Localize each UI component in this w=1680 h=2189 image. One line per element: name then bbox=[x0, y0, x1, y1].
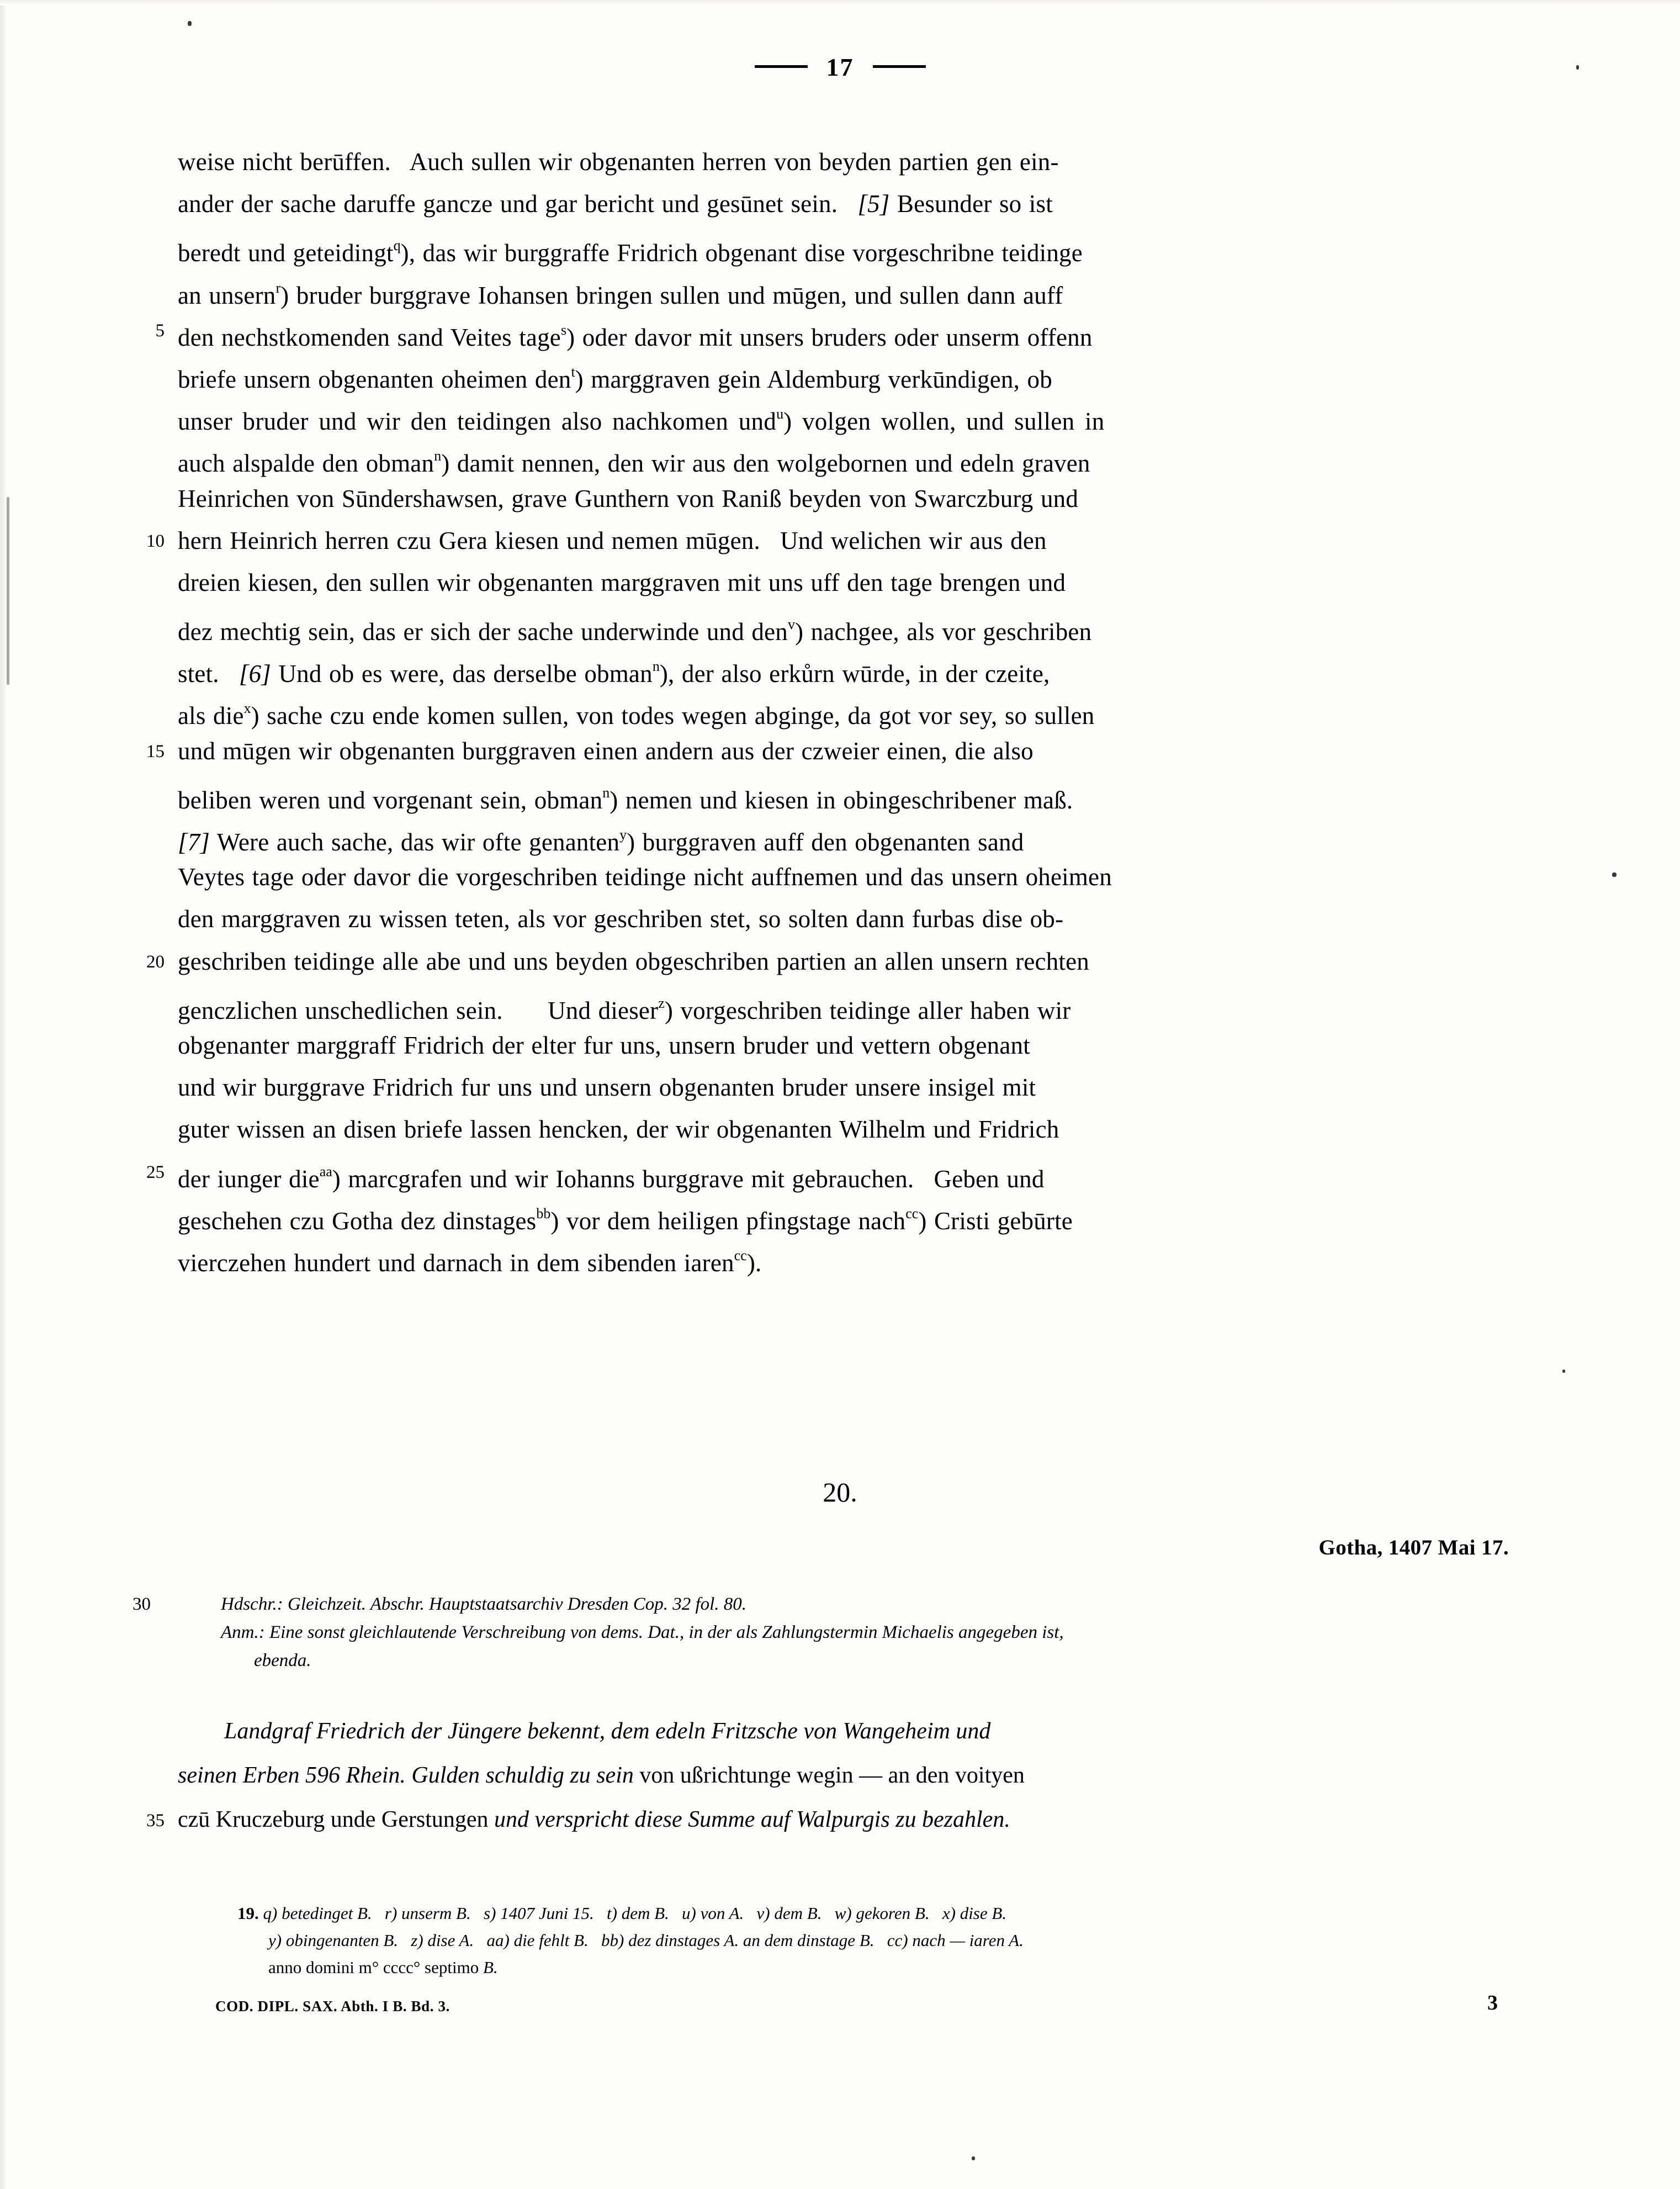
footnote-marker: bb bbox=[536, 1205, 551, 1222]
apparatus-line bbox=[237, 1927, 1507, 1954]
apparatus-text: fehlt bbox=[539, 1931, 570, 1950]
apparatus-text: dise A. bbox=[423, 1931, 487, 1950]
running-head bbox=[0, 52, 1680, 82]
apparatus-marker: r) bbox=[384, 1904, 398, 1923]
line-number: 35 bbox=[146, 1811, 165, 1831]
apparatus-marker: y) bbox=[268, 1931, 282, 1950]
charter-line-text: vierczehen hundert und darnach in dem sibenden iaren$^{cc}$). bbox=[178, 1247, 762, 1277]
apparatus-marker: s) bbox=[484, 1904, 496, 1923]
scan-top-edge bbox=[0, 0, 1680, 6]
charter-line-text: unser bruder und wir den teidingen also nachkomen und$^u$) volgen wollen, und sullen in bbox=[178, 406, 1105, 436]
source-notes bbox=[133, 1590, 1507, 1675]
apparatus-text: B. bbox=[483, 1958, 498, 1977]
charter-line bbox=[146, 940, 1505, 982]
footnote-marker: y bbox=[619, 827, 627, 843]
charter-line bbox=[178, 225, 1505, 267]
charter-line bbox=[178, 1024, 1505, 1066]
charter-line bbox=[146, 730, 1505, 772]
charter-line bbox=[178, 141, 1505, 183]
regest-segment: von ußrichtunge wegin — an den voityen bbox=[639, 1763, 1025, 1788]
apparatus-marker: q) bbox=[263, 1904, 278, 1923]
charter-line bbox=[178, 478, 1505, 520]
charter-line bbox=[178, 562, 1505, 604]
footnote-marker: r bbox=[275, 279, 281, 296]
charter-line bbox=[155, 309, 1505, 351]
charter-line-text: als die$^x$) sache czu ende komen sullen, von todes wegen abginge, da got vor sey, so sullen bbox=[178, 700, 1095, 730]
footnote-marker: u bbox=[776, 406, 784, 422]
charter-line-text: dez mechtig sein, das er sich der sache underwinde und den$^v$) nachgee, als vor geschriben bbox=[178, 616, 1092, 646]
charter-line-text: beredt und geteidingt$^q$), das wir burggraffe Fridrich obgenant dise vorgeschribne teidinge bbox=[178, 237, 1083, 267]
apparatus-marker: cc) bbox=[887, 1931, 908, 1950]
scan-left-edge bbox=[0, 0, 8, 2189]
regest-segment: und verspricht diese Summe auf Walpurgis zu bezahlen. bbox=[494, 1807, 1010, 1832]
charter-line-text: beliben weren und vorgenant sein, obman$^n$) nemen und kiesen in obingeschribener maß. bbox=[178, 784, 1073, 814]
remark-note-continued: ebenda. bbox=[254, 1651, 311, 1670]
manuscript-note bbox=[221, 1590, 1507, 1619]
remark-text: Eine sonst gleichlautende Verschreibung von dems. Dat., in der als Zahlungstermin Michaelis angegeben ist, bbox=[269, 1622, 1064, 1642]
charter-line-text: hern Heinrich herren czu Gera kiesen und nemen mūgen. Und welichen wir aus den bbox=[178, 526, 1047, 554]
apparatus-line bbox=[237, 1900, 1507, 1927]
apparatus-marker: x) bbox=[942, 1904, 956, 1923]
charter-line-text: und wir burggrave Fridrich fur uns und unsern obgenanten bruder unsere insigel mit bbox=[178, 1074, 1036, 1102]
apparatus-marker: u) bbox=[682, 1904, 696, 1923]
footnote-marker: cc bbox=[905, 1205, 919, 1222]
line-number: 15 bbox=[146, 741, 165, 762]
charter-line-text: den marggraven zu wissen teten, als vor geschriben stet, so solten dann furbas dise ob- bbox=[178, 905, 1064, 933]
charter-line bbox=[146, 1151, 1505, 1193]
manuscript-text: Gleichzeit. Abschr. Hauptstaatsarchiv Dresden Cop. 32 fol. 80. bbox=[288, 1594, 747, 1614]
charter-line bbox=[178, 688, 1505, 729]
apparatus-text: von A. bbox=[696, 1904, 757, 1923]
remark-note bbox=[221, 1619, 1507, 1647]
charter-line bbox=[178, 898, 1505, 940]
apparatus-text: dez dinstages A. an dem dinstage B. bbox=[624, 1931, 887, 1950]
regest-summary bbox=[146, 1709, 1508, 1842]
apparatus-text: obingenanten B. bbox=[282, 1931, 411, 1950]
apparatus-text: gekoren B. bbox=[851, 1904, 942, 1923]
footnote-marker: n bbox=[602, 784, 610, 801]
scan-speck bbox=[972, 2156, 975, 2160]
line-number: 5 bbox=[155, 320, 165, 341]
apparatus-text: nach — iaren A. bbox=[908, 1931, 1024, 1950]
charter-line-text: Heinrichen von Sūndershawsen, grave Gunthern von Raniß beyden von Swarczburg und bbox=[178, 484, 1079, 512]
charter-line-text: geschehen czu Gotha dez dinstages$^{bb}$) vor dem heiligen pfingstage nach$^{cc}$) Cristi gebūrte bbox=[178, 1205, 1073, 1235]
charter-line-text: obgenanter marggraff Fridrich der elter fur uns, unsern bruder und vettern obgenant bbox=[178, 1031, 1030, 1059]
charter-line-text: geschriben teidinge alle abe und uns beyden obgeschriben partien an allen unsern rechten bbox=[178, 947, 1089, 975]
apparatus-marker: z) bbox=[411, 1931, 423, 1950]
section-marker: [6] bbox=[239, 660, 272, 688]
charter-line bbox=[178, 183, 1505, 225]
apparatus-text: unserm B. bbox=[397, 1904, 484, 1923]
charter-line-text: [7] Were auch sache, das wir ofte genanten$^y$) burggraven auff den obgenanten sand bbox=[178, 827, 1024, 856]
apparatus-marker: w) bbox=[834, 1904, 852, 1923]
scan-speck bbox=[7, 497, 9, 685]
line-number: 25 bbox=[146, 1162, 165, 1182]
apparatus-text: m° cccc° septimo bbox=[358, 1958, 483, 1977]
charter-text-block bbox=[146, 141, 1505, 1277]
charter-line bbox=[178, 604, 1505, 646]
apparatus-marker: v) bbox=[756, 1904, 770, 1923]
charter-line-text: Veytes tage oder davor die vorgeschriben teidinge nicht auffnemen und das unsern oheimen bbox=[178, 863, 1112, 891]
charter-line-text: auch alspalde den obman$^n$) damit nennen, den wir aus den wolgebornen und edeln graven bbox=[178, 448, 1090, 478]
running-head-rule-right bbox=[873, 65, 926, 68]
section-marker: [5] bbox=[857, 190, 890, 218]
charter-line bbox=[178, 856, 1505, 898]
document-number: 20. bbox=[823, 1477, 857, 1508]
apparatus-marker: bb) bbox=[601, 1931, 624, 1950]
charter-line-text: der iunger die$^{aa}$) marcgrafen und wir Iohanns burggrave mit gebrauchen. Geben und bbox=[178, 1163, 1045, 1193]
charter-line bbox=[178, 814, 1505, 856]
manuscript-label: Hdschr.: bbox=[221, 1594, 283, 1614]
regest-segment: Landgraf Friedrich der Jüngere bekennt, dem edeln Fritzsche von Wangeheim und bbox=[178, 1719, 991, 1744]
apparatus-text: anno domini bbox=[268, 1958, 359, 1977]
charter-line bbox=[178, 435, 1505, 477]
charter-line bbox=[178, 1235, 1505, 1277]
footnote-marker: cc bbox=[734, 1247, 747, 1263]
charter-line bbox=[178, 1193, 1505, 1235]
page-number: 17 bbox=[826, 53, 854, 81]
charter-line-text: den nechstkomenden sand Veites tage$^s$) oder davor mit unsers bruders oder unserm offenn bbox=[178, 321, 1093, 351]
regest-line bbox=[178, 1753, 1508, 1797]
line-number-30: 30 bbox=[133, 1594, 151, 1614]
charter-line bbox=[178, 646, 1505, 688]
apparatus-text: betedinget B. bbox=[277, 1904, 385, 1923]
remark-label: Anm.: bbox=[221, 1622, 265, 1642]
footnote-marker: n bbox=[652, 658, 660, 675]
charter-line-text: stet. [6] Und ob es were, das derselbe obman$^n$), der also erkůrn wūrde, in der czeite, bbox=[178, 658, 1050, 688]
charter-line-text: guter wissen an disen briefe lassen hencken, der wir obgenanten Wilhelm und Fridrich bbox=[178, 1115, 1059, 1144]
footnote-marker: s bbox=[560, 321, 567, 338]
charter-line bbox=[178, 1066, 1505, 1108]
running-head-rule-left bbox=[755, 65, 808, 68]
footnote-marker: t bbox=[571, 363, 575, 380]
charter-line bbox=[178, 982, 1505, 1024]
section-marker: [7] bbox=[178, 828, 210, 856]
regest-segment: czū Kruczeburg unde Gerstungen bbox=[178, 1807, 495, 1832]
apparatus-text: B. bbox=[569, 1931, 601, 1950]
charter-line bbox=[178, 267, 1505, 309]
charter-line bbox=[178, 1108, 1505, 1150]
charter-line bbox=[146, 520, 1505, 562]
colophon: COD. DIPL. SAX. Abth. I B. Bd. 3. bbox=[215, 1998, 450, 2014]
apparatus-text: die bbox=[509, 1931, 539, 1950]
document-dateline: Gotha, 1407 Mai 17. bbox=[1318, 1536, 1509, 1559]
scan-speck bbox=[188, 21, 192, 26]
apparatus-entry-number: 19. bbox=[237, 1904, 263, 1923]
charter-line-text: dreien kiesen, den sullen wir obgenanten marggraven mit uns uff den tage brengen und bbox=[178, 568, 1066, 596]
charter-line bbox=[178, 393, 1505, 435]
footnote-marker: z bbox=[658, 995, 665, 1011]
line-number: 10 bbox=[146, 531, 165, 551]
scan-speck bbox=[1612, 873, 1617, 877]
apparatus-text: dem B. bbox=[617, 1904, 682, 1923]
signature-mark: 3 bbox=[1487, 1991, 1498, 2014]
charter-line-text: genczlichen unschedlichen sein. Und dieser$^z$) vorgeschriben teidinge aller haben wir bbox=[178, 995, 1071, 1024]
footnote-marker: n bbox=[434, 448, 442, 464]
footnote-marker: x bbox=[243, 700, 251, 717]
apparatus-marker: aa) bbox=[486, 1931, 510, 1950]
apparatus-line bbox=[237, 1954, 1507, 1981]
charter-line bbox=[178, 351, 1505, 393]
charter-line-text: ander der sache daruffe gancze und gar bericht und gesūnet sein. [5] Besunder so ist bbox=[178, 190, 1053, 218]
charter-line-text: an unsern$^r$) bruder burggrave Iohansen bringen sullen und mūgen, und sullen dann auff bbox=[178, 279, 1063, 309]
regest-segment: seinen Erben 596 Rhein. Gulden schuldig zu sein bbox=[178, 1763, 640, 1788]
regest-line bbox=[146, 1797, 1508, 1842]
charter-line-text: und mūgen wir obgenanten burggraven einen andern aus der czweier einen, die also bbox=[178, 737, 1034, 765]
charter-line bbox=[178, 772, 1505, 814]
regest-line bbox=[178, 1709, 1508, 1753]
footnote-marker: aa bbox=[319, 1163, 332, 1180]
apparatus-text: dise B. bbox=[955, 1904, 1007, 1923]
footnote-marker: v bbox=[787, 616, 795, 633]
charter-line-text: briefe unsern obgenanten oheimen den$^t$) marggraven gein Aldemburg verkūndigen, ob bbox=[178, 363, 1052, 393]
apparatus-text: dem B. bbox=[770, 1904, 835, 1923]
variant-apparatus bbox=[237, 1900, 1507, 1981]
line-number: 20 bbox=[146, 951, 165, 972]
scan-speck bbox=[1562, 1370, 1565, 1373]
apparatus-text: 1407 Juni 15. bbox=[496, 1904, 607, 1923]
footnote-marker: q bbox=[393, 237, 401, 254]
charter-line-text: weise nicht berūffen. Auch sullen wir obgenanten herren von beyden partien gen ein- bbox=[178, 148, 1059, 176]
apparatus-marker: t) bbox=[607, 1904, 617, 1923]
